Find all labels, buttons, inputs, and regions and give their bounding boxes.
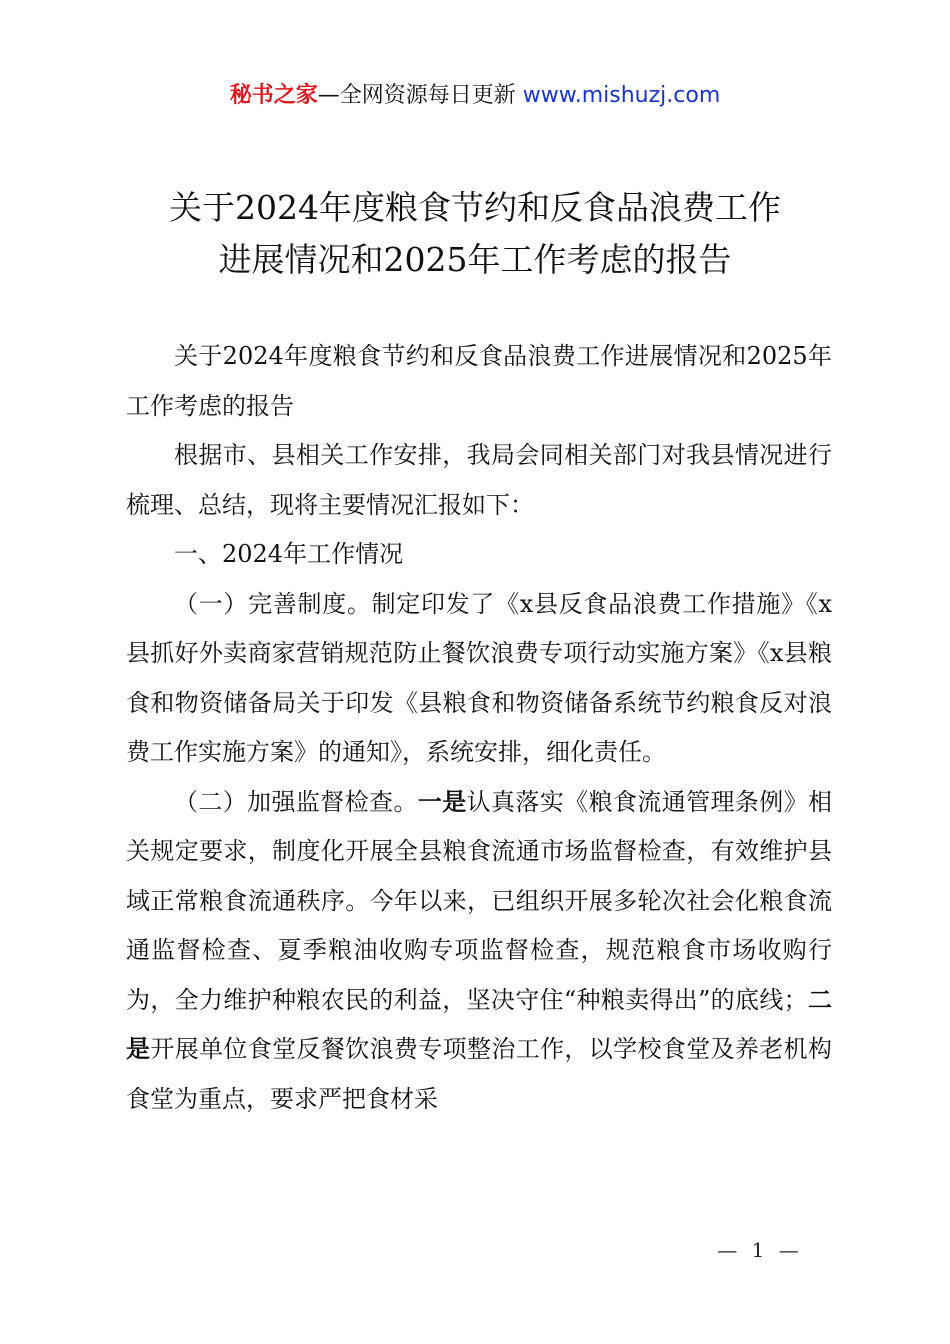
paragraph-2: 根据市、县相关工作安排，我局会同相关部门对我县情况进行梳理、总结，现将主要情况汇报如下： [126, 441, 832, 519]
site-url[interactable]: www.mishuzj.com [522, 83, 721, 108]
section-heading-1: 一、2024年工作情况 [174, 540, 404, 568]
title-line-2: 进展情况和2025年工作考虑的报告 [218, 240, 732, 279]
brand-name: 秘书之家 [229, 83, 318, 108]
paragraph-4: （一）完善制度。制定印发了《x县反食品浪费工作措施》《x县抓好外卖商家营销规范防止餐饮浪费专项行动实施方案》《x县粮食和物资储备局关于印发《县粮食和物资储备系统节约粮食反对浪费工作实施方案》的通知》，系统安排，细化责任。 [126, 589, 832, 766]
paragraph-1: 关于2024年度粮食节约和反食品浪费工作进展情况和2025年工作考虑的报告 [126, 342, 832, 420]
header-tagline: —全网资源每日更新 [317, 83, 516, 108]
paragraph-5-marker-2: 二是 [126, 985, 832, 1063]
document-title [60, 182, 890, 286]
paragraph-5-intro: （二）加强监督检查。 [174, 787, 418, 816]
page-header [0, 80, 950, 112]
page-number: — 1 — [717, 1238, 803, 1262]
document-body [126, 332, 832, 1124]
paragraph-5-marker-1: 一是 [417, 787, 467, 816]
paragraph-5 [126, 778, 832, 1125]
paragraph-5-text-2: 开展单位食堂反餐饮浪费专项整治工作，以学校食堂及养老机构食堂为重点，要求严把食材采 [126, 1035, 833, 1113]
paragraph-5-text-1: 认真落实《粮食流通管理条例》相关规定要求，制度化开展全县粮食流通市场监督检查，有效维护县域正常粮食流通秩序。今年以来，已组织开展多轮次社会化粮食流通监督检查、夏季粮油收购专项监督检查，规范粮食市场收购行为，全力维护种粮农民的利益，坚决守住“种粮卖得出”的底线； [126, 787, 833, 1014]
title-line-1: 关于2024年度粮食节约和反食品浪费工作 [169, 188, 781, 227]
